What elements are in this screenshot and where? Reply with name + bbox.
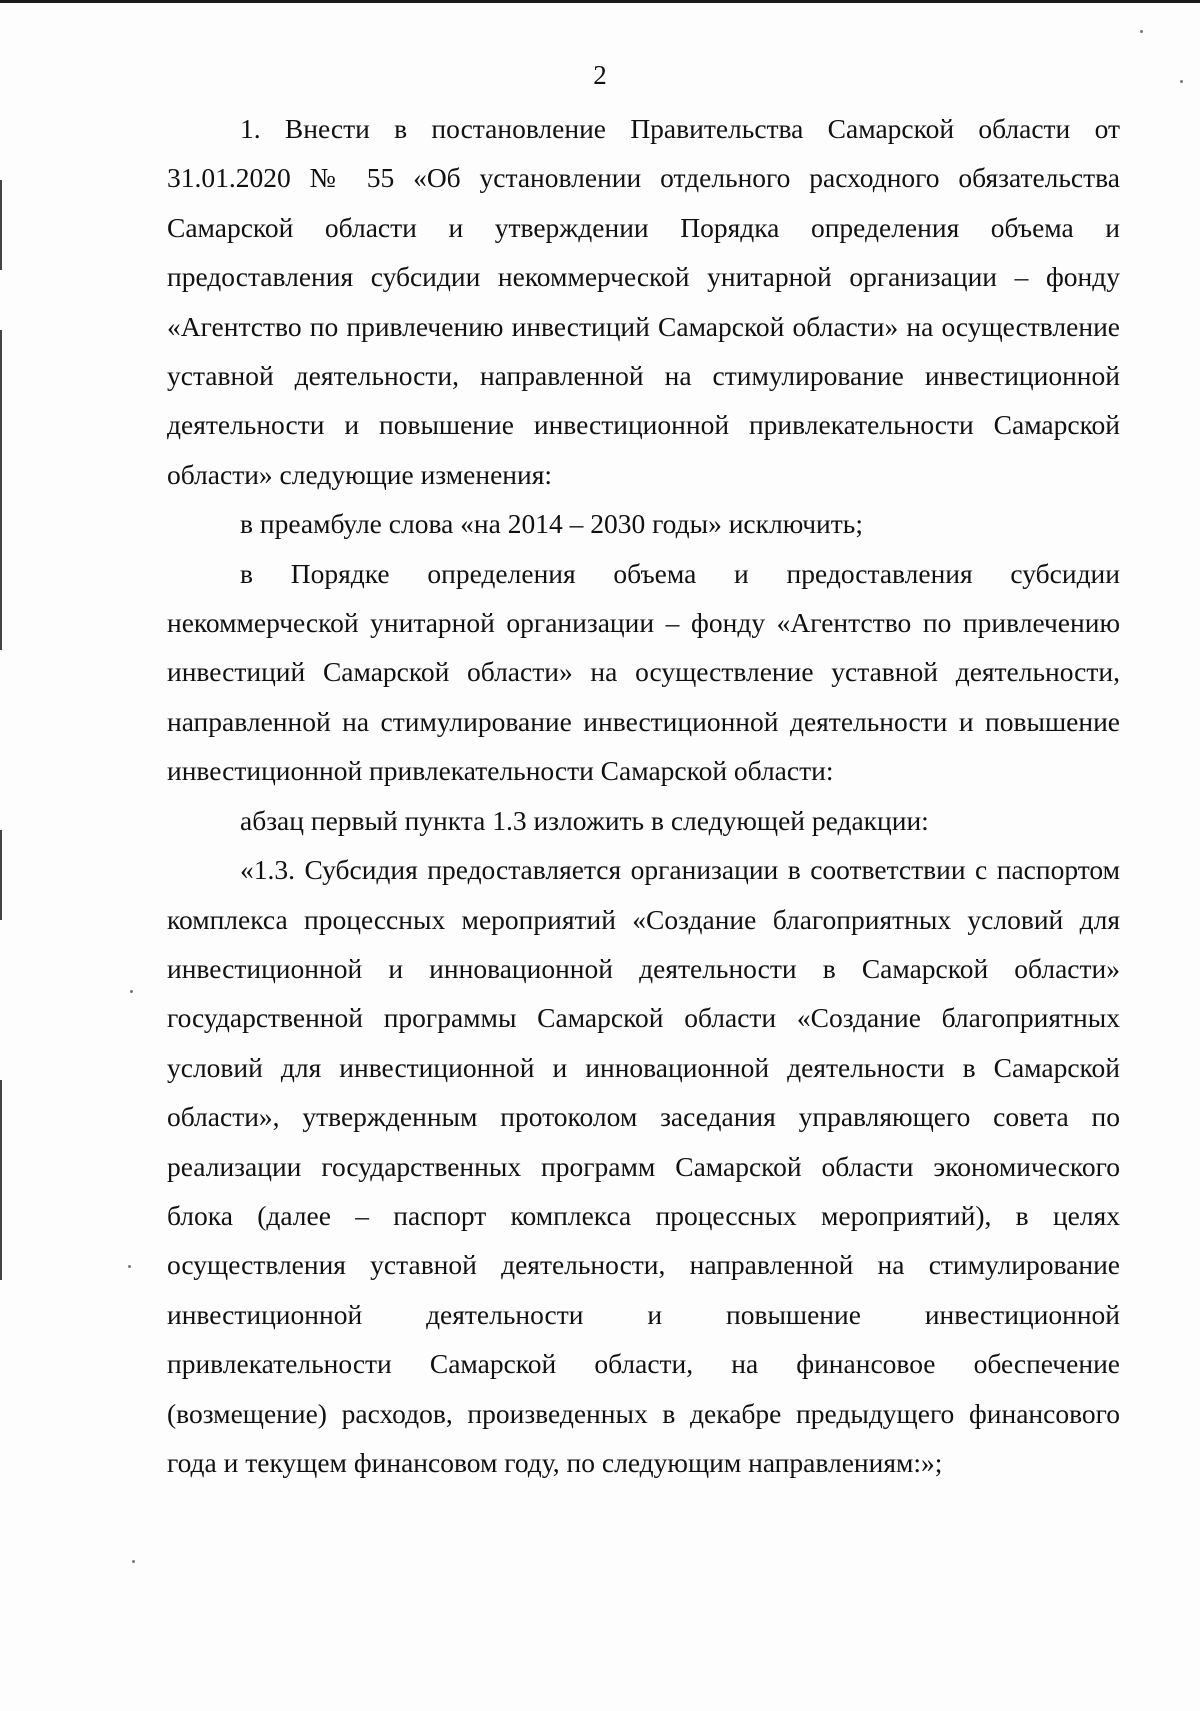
- scan-left-edge-mark: [0, 180, 2, 270]
- paragraph-preamble-change: в преамбуле слова «на 2014 – 2030 годы» исключить;: [240, 508, 863, 540]
- page-number: 2: [593, 60, 607, 90]
- scan-left-edge-mark: [0, 1080, 2, 1280]
- paragraph-clause-1-3-text: «1.3. Субсидия предоставляется организации в соответствии с паспортом комплекса процессных мероприятий «Создание благоприятных условий для инвестиционной и инновационной деятельности в Самарской области» государственной программы Самарской области «Создание благоприятных условий для инвестиционной и инновационной деятельности в Самарской области», утвержденным протоколом заседания управляющего совета по реализации государственных программ Самарской области экономического блока (далее – паспорт комплекса процессных мероприятий), в целях осуществления уставной деятельности, направленной на стимулирование инвестиционной деятельности и повышение инвестиционной привлекательности Самарской области, на финансовое обеспечение (возмещение) расходов, произведенных в декабре предыдущего финансового года и текущем финансовом году, по следующим направлениям:»;: [167, 854, 1120, 1478]
- document-body: [167, 104, 1120, 1487]
- scan-left-edge-mark: [0, 330, 2, 650]
- paragraph-procedure-reference: в Порядке определения объема и предоставления субсидии некоммерческой унитарной организации – фонду «Агентство по привлечению инвестиций Самарской области» на осуществление уставной деятельности, направленной на стимулирование инвестиционной деятельности и повышение инвестиционной привлекательности Самарской области:: [167, 557, 1120, 787]
- scan-speck: [128, 1265, 131, 1268]
- scan-speck: [130, 990, 133, 993]
- scan-speck: [132, 1560, 135, 1563]
- scan-speck: [1180, 80, 1183, 83]
- scan-top-border: [0, 0, 1200, 3]
- scan-speck: [1140, 30, 1143, 33]
- paragraph-amendment-intro: 1. Внести в постановление Правительства Самарской области от 31.01.2020 № 55 «Об установлении отдельного расходного обязательства Самарской области и утверждении Порядка определения объема и предоставления субсидии некоммерческой унитарной организации – фонду «Агентство по привлечению инвестиций Самарской области» на осуществление уставной деятельности, направленной на стимулирование инвестиционной деятельности и повышение инвестиционной привлекательности Самарской области» следующие изменения:: [167, 113, 1120, 490]
- paragraph-clause-1-3-intro: абзац первый пункта 1.3 изложить в следующей редакции:: [240, 804, 929, 836]
- scan-left-edge-mark: [0, 830, 2, 920]
